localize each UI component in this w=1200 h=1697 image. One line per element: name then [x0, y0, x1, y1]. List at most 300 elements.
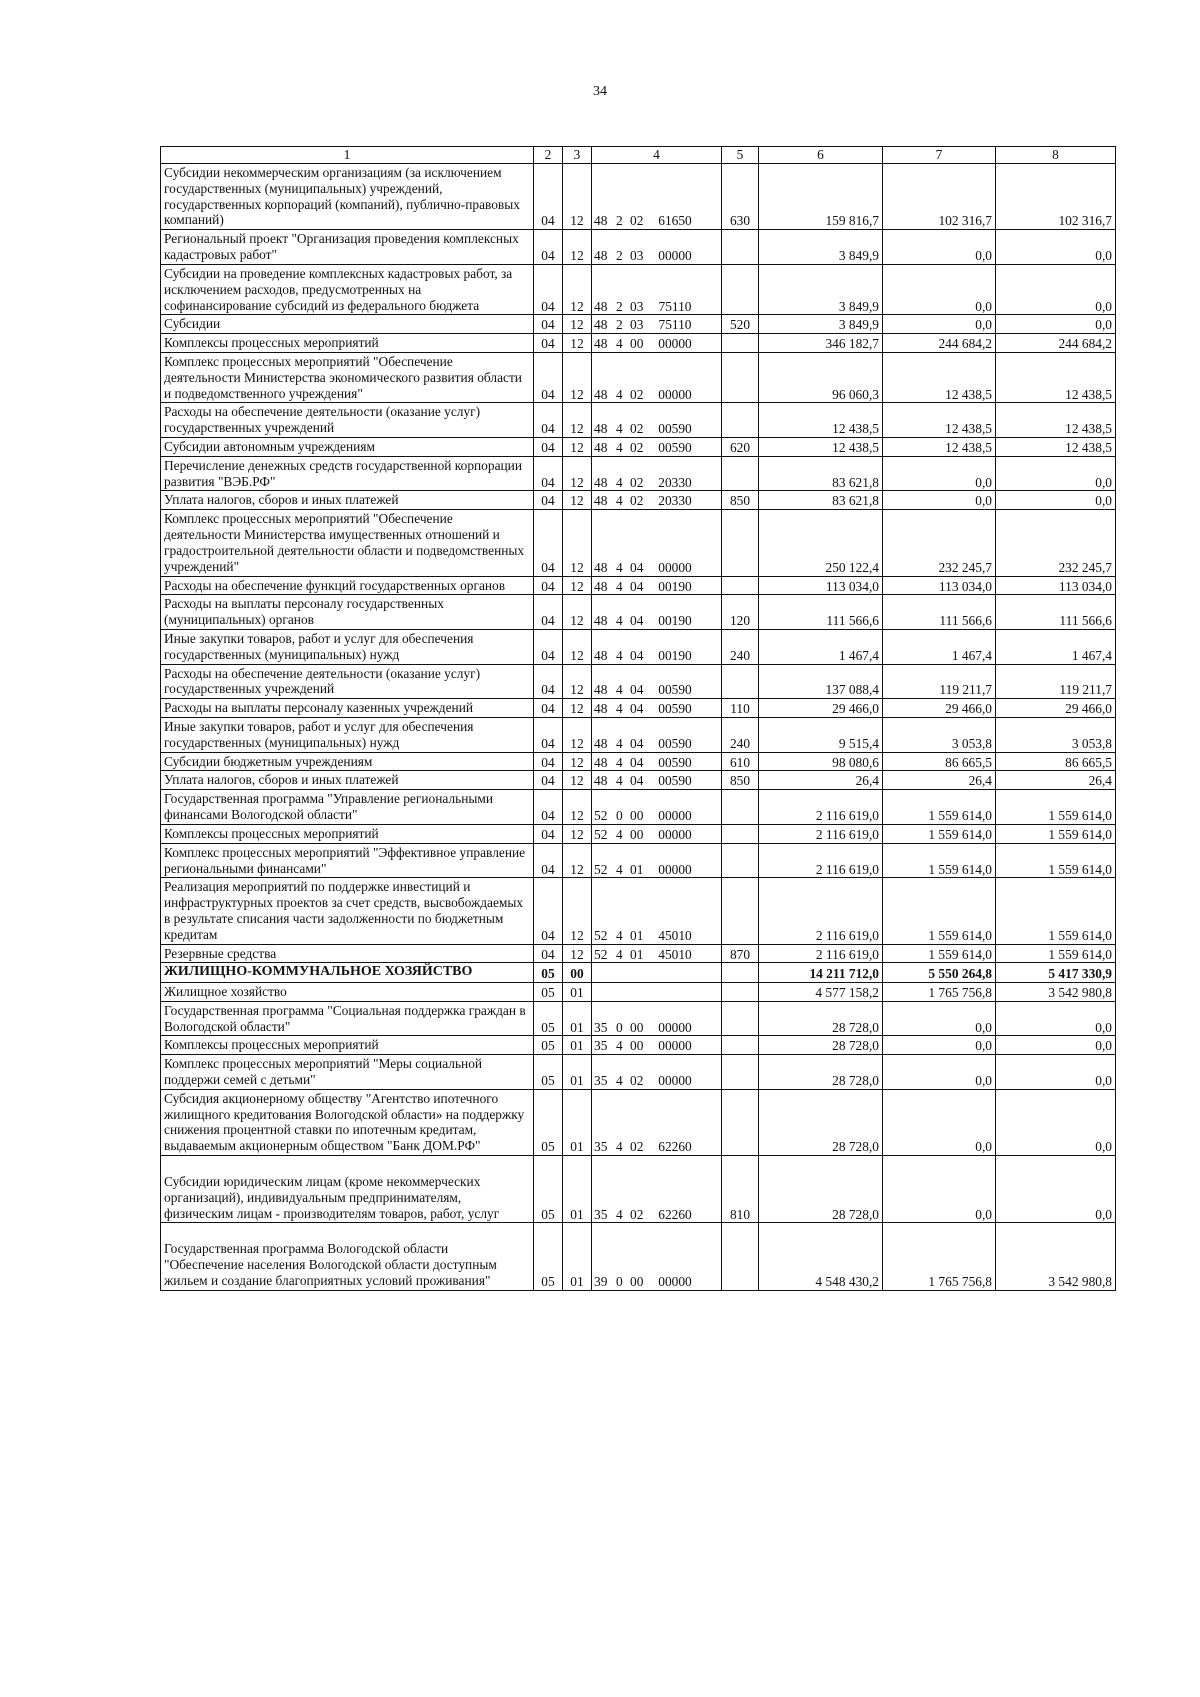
row-section: 04 — [534, 790, 563, 825]
row-section: 04 — [534, 403, 563, 438]
row-expense-type: 620 — [722, 438, 759, 457]
row-section: 04 — [534, 664, 563, 699]
row-section: 04 — [534, 878, 563, 944]
row-amount-col-7: 232 245,7 — [883, 510, 996, 576]
target-article-part-p1: 52 — [594, 861, 608, 877]
table-row — [161, 230, 1116, 265]
target-article-part-p2: 4 — [616, 861, 623, 877]
target-article-part-p3: 02 — [630, 213, 644, 229]
target-article-part-p4: 00590 — [658, 440, 692, 455]
row-amount-col-8: 0,0 — [996, 1156, 1116, 1223]
target-article-part-p4: 00190 — [658, 647, 692, 663]
target-article-part-p1: 52 — [594, 808, 608, 824]
row-amount-col-6: 28 728,0 — [759, 1001, 883, 1036]
row-amount-col-6: 2 116 619,0 — [759, 878, 883, 944]
target-article-part-p1: 48 — [594, 213, 608, 229]
row-name: Субсидии юридическим лицам (кроме некоммерческих организаций), индивидуальным предпринимателям, физическим лицам - производителям товаров, работ, услуг — [161, 1156, 534, 1223]
target-article-part-p3: 04 — [630, 613, 644, 629]
target-article-part-p3: 01 — [630, 927, 644, 943]
row-section: 04 — [534, 456, 563, 491]
table-row — [161, 664, 1116, 699]
target-article-part-p2: 4 — [616, 647, 623, 663]
row-amount-col-6: 346 182,7 — [759, 334, 883, 353]
row-expense-type: 110 — [722, 699, 759, 718]
row-section: 04 — [534, 752, 563, 771]
row-target-article — [592, 843, 722, 878]
table-row — [161, 1089, 1116, 1155]
row-expense-type — [722, 982, 759, 1001]
table-row — [161, 1055, 1116, 1090]
target-article-part-p2: 0 — [616, 808, 623, 824]
row-name: Комплекс процессных мероприятий "Эффективное управление региональными финансами" — [161, 843, 534, 878]
row-amount-col-6: 250 122,4 — [759, 510, 883, 576]
row-subsection: 12 — [563, 352, 592, 402]
row-subsection: 12 — [563, 576, 592, 595]
row-amount-col-8: 0,0 — [996, 1036, 1116, 1055]
target-article-part-p3: 04 — [630, 578, 644, 594]
target-article-part-p4: 00590 — [658, 682, 692, 698]
row-amount-col-8: 1 559 614,0 — [996, 824, 1116, 843]
row-amount-col-8: 119 211,7 — [996, 664, 1116, 699]
target-article-part-p4: 00000 — [658, 248, 692, 264]
target-article-part-p1: 48 — [594, 336, 608, 352]
row-target-article — [592, 790, 722, 825]
row-amount-col-8: 5 417 330,9 — [996, 963, 1116, 983]
budget-table — [160, 146, 1116, 1291]
target-article-part-p1: 48 — [594, 613, 608, 629]
target-article-part-p4: 62260 — [658, 1139, 692, 1155]
row-section: 04 — [534, 164, 563, 230]
row-section: 05 — [534, 1055, 563, 1090]
target-article-part-p1: 35 — [594, 1072, 608, 1088]
row-target-article — [592, 1001, 722, 1036]
header-col-8: 8 — [996, 147, 1116, 164]
row-amount-col-7: 1 765 756,8 — [883, 982, 996, 1001]
row-expense-type — [722, 352, 759, 402]
table-row — [161, 438, 1116, 457]
row-section: 04 — [534, 510, 563, 576]
target-article-part-p3: 02 — [630, 421, 644, 437]
row-expense-type: 870 — [722, 944, 759, 963]
row-amount-col-7: 29 466,0 — [883, 699, 996, 718]
row-expense-type — [722, 790, 759, 825]
row-expense-type — [722, 1001, 759, 1036]
target-article-part-p4: 75110 — [658, 298, 692, 314]
target-article-part-p1: 39 — [594, 1274, 608, 1290]
row-section: 04 — [534, 718, 563, 753]
row-target-article — [592, 510, 722, 576]
row-amount-col-8: 0,0 — [996, 315, 1116, 334]
row-section: 04 — [534, 315, 563, 334]
row-amount-col-6: 83 621,8 — [759, 491, 883, 510]
target-article-part-p4: 61650 — [658, 213, 692, 229]
row-amount-col-8: 0,0 — [996, 456, 1116, 491]
row-amount-col-8: 0,0 — [996, 491, 1116, 510]
row-name: Расходы на обеспечение деятельности (оказание услуг) государственных учреждений — [161, 664, 534, 699]
table-row — [161, 595, 1116, 630]
row-amount-col-6: 2 116 619,0 — [759, 824, 883, 843]
row-name: Комплексы процессных мероприятий — [161, 1036, 534, 1055]
row-name: Субсидия акционерному обществу "Агентство ипотечного жилищного кредитования Вологодской области» на поддержку снижения процентной ставки по ипотечным кредитам, выдаваемым акционерным обществом "Банк ДОМ.РФ" — [161, 1089, 534, 1155]
row-amount-col-8: 3 542 980,8 — [996, 1223, 1116, 1290]
row-amount-col-6: 3 849,9 — [759, 315, 883, 334]
row-amount-col-7: 1 467,4 — [883, 629, 996, 664]
target-article-part-p2: 4 — [616, 927, 623, 943]
target-article-part-p4: 00590 — [658, 735, 692, 751]
target-article-part-p3: 01 — [630, 861, 644, 877]
row-amount-col-7: 86 665,5 — [883, 752, 996, 771]
row-expense-type — [722, 403, 759, 438]
row-amount-col-8: 1 467,4 — [996, 629, 1116, 664]
row-amount-col-6: 3 849,9 — [759, 264, 883, 314]
target-article-part-p2: 4 — [616, 386, 623, 402]
row-amount-col-7: 1 559 614,0 — [883, 843, 996, 878]
target-article-part-p4: 00590 — [658, 701, 692, 717]
row-amount-col-7: 5 550 264,8 — [883, 963, 996, 983]
target-article-part-p4: 00590 — [658, 754, 692, 770]
row-amount-col-7: 0,0 — [883, 230, 996, 265]
row-amount-col-8: 0,0 — [996, 264, 1116, 314]
target-article-part-p2: 2 — [616, 317, 623, 333]
row-subsection: 01 — [563, 1156, 592, 1223]
row-name: Перечисление денежных средств государственной корпорации развития "ВЭБ.РФ" — [161, 456, 534, 491]
target-article-part-p3: 03 — [630, 248, 644, 264]
row-name: Комплексы процессных мероприятий — [161, 824, 534, 843]
row-name: Расходы на обеспечение деятельности (оказание услуг) государственных учреждений — [161, 403, 534, 438]
row-target-article — [592, 1223, 722, 1290]
row-name: Уплата налогов, сборов и иных платежей — [161, 771, 534, 790]
target-article-part-p1: 48 — [594, 298, 608, 314]
target-article-part-p2: 4 — [616, 421, 623, 437]
target-article-part-p2: 4 — [616, 559, 623, 575]
row-subsection: 12 — [563, 843, 592, 878]
row-amount-col-6: 2 116 619,0 — [759, 790, 883, 825]
target-article-part-p3: 00 — [630, 826, 644, 842]
row-target-article — [592, 456, 722, 491]
target-article-part-p2: 4 — [616, 578, 623, 594]
row-expense-type — [722, 963, 759, 983]
target-article-part-p4: 00000 — [658, 1038, 692, 1054]
target-article-part-p3: 04 — [630, 701, 644, 717]
row-name: Расходы на выплаты персоналу казенных учреждений — [161, 699, 534, 718]
row-subsection: 00 — [563, 963, 592, 983]
target-article-part-p4: 00000 — [658, 559, 692, 575]
target-article-part-p4: 00000 — [658, 1019, 692, 1035]
row-expense-type: 850 — [722, 491, 759, 510]
row-expense-type — [722, 878, 759, 944]
header-col-4: 4 — [592, 147, 722, 164]
target-article-part-p2: 4 — [616, 1206, 623, 1222]
row-target-article — [592, 824, 722, 843]
target-article-part-p1: 48 — [594, 440, 608, 455]
target-article-part-p3: 03 — [630, 298, 644, 314]
row-amount-col-6: 28 728,0 — [759, 1036, 883, 1055]
header-col-3: 3 — [563, 147, 592, 164]
row-amount-col-8: 244 684,2 — [996, 334, 1116, 353]
target-article-part-p3: 02 — [630, 493, 644, 509]
target-article-part-p2: 4 — [616, 682, 623, 698]
row-amount-col-7: 113 034,0 — [883, 576, 996, 595]
table-body — [161, 164, 1116, 1291]
row-section: 04 — [534, 843, 563, 878]
row-target-article — [592, 438, 722, 457]
row-amount-col-7: 111 566,6 — [883, 595, 996, 630]
table-row — [161, 629, 1116, 664]
row-amount-col-6: 14 211 712,0 — [759, 963, 883, 983]
row-target-article — [592, 664, 722, 699]
row-target-article — [592, 718, 722, 753]
row-amount-col-8: 12 438,5 — [996, 403, 1116, 438]
row-expense-type: 520 — [722, 315, 759, 334]
row-target-article — [592, 699, 722, 718]
target-article-part-p4: 00590 — [658, 773, 692, 789]
row-amount-col-8: 1 559 614,0 — [996, 878, 1116, 944]
row-expense-type — [722, 843, 759, 878]
target-article-part-p1: 48 — [594, 754, 608, 770]
table-row — [161, 164, 1116, 230]
header-col-6: 6 — [759, 147, 883, 164]
row-target-article — [592, 752, 722, 771]
row-amount-col-6: 96 060,3 — [759, 352, 883, 402]
row-section: 04 — [534, 944, 563, 963]
row-subsection: 12 — [563, 403, 592, 438]
row-name: Субсидии на проведение комплексных кадастровых работ, за исключением расходов, предусмотренных на софинансирование субсидий из федерального бюджета — [161, 264, 534, 314]
header-col-1: 1 — [161, 147, 534, 164]
target-article-part-p2: 0 — [616, 1274, 623, 1290]
row-expense-type — [722, 1223, 759, 1290]
target-article-part-p2: 4 — [616, 826, 623, 842]
target-article-part-p2: 4 — [616, 613, 623, 629]
row-amount-col-7: 0,0 — [883, 264, 996, 314]
target-article-part-p1: 48 — [594, 578, 608, 594]
row-amount-col-7: 12 438,5 — [883, 438, 996, 457]
target-article-part-p4: 00000 — [658, 861, 692, 877]
row-section: 04 — [534, 576, 563, 595]
row-amount-col-6: 1 467,4 — [759, 629, 883, 664]
target-article-part-p2: 4 — [616, 493, 623, 509]
row-name: Уплата налогов, сборов и иных платежей — [161, 491, 534, 510]
row-target-article — [592, 334, 722, 353]
row-amount-col-8: 0,0 — [996, 1089, 1116, 1155]
row-amount-col-7: 0,0 — [883, 491, 996, 510]
row-target-article — [592, 878, 722, 944]
row-name: Расходы на обеспечение функций государственных органов — [161, 576, 534, 595]
table-row — [161, 963, 1116, 983]
table-row — [161, 456, 1116, 491]
row-section: 04 — [534, 438, 563, 457]
row-amount-col-7: 0,0 — [883, 1001, 996, 1036]
row-amount-col-7: 0,0 — [883, 315, 996, 334]
row-amount-col-8: 0,0 — [996, 230, 1116, 265]
row-expense-type: 630 — [722, 164, 759, 230]
table-row — [161, 491, 1116, 510]
row-subsection: 01 — [563, 1036, 592, 1055]
table-row — [161, 1156, 1116, 1223]
table-row — [161, 510, 1116, 576]
table-row — [161, 843, 1116, 878]
target-article-part-p2: 2 — [616, 248, 623, 264]
row-target-article — [592, 164, 722, 230]
row-target-article — [592, 576, 722, 595]
row-subsection: 12 — [563, 264, 592, 314]
row-expense-type: 120 — [722, 595, 759, 630]
target-article-part-p4: 00000 — [658, 808, 692, 824]
row-amount-col-7: 1 559 614,0 — [883, 790, 996, 825]
target-article-part-p3: 00 — [630, 808, 644, 824]
row-expense-type — [722, 576, 759, 595]
row-amount-col-6: 28 728,0 — [759, 1055, 883, 1090]
target-article-part-p4: 00000 — [658, 1072, 692, 1088]
row-amount-col-8: 1 559 614,0 — [996, 790, 1116, 825]
row-expense-type — [722, 664, 759, 699]
target-article-part-p4: 00590 — [658, 421, 692, 437]
target-article-part-p4: 45010 — [658, 927, 692, 943]
row-amount-col-6: 159 816,7 — [759, 164, 883, 230]
row-subsection: 12 — [563, 944, 592, 963]
row-amount-col-6: 2 116 619,0 — [759, 944, 883, 963]
row-name: Комплекс процессных мероприятий "Меры социальной поддержи семей с детьми" — [161, 1055, 534, 1090]
target-article-part-p2: 4 — [616, 474, 623, 490]
target-article-part-p3: 03 — [630, 317, 644, 333]
row-amount-col-8: 3 053,8 — [996, 718, 1116, 753]
row-target-article — [592, 1156, 722, 1223]
table-row — [161, 752, 1116, 771]
row-target-article — [592, 1055, 722, 1090]
row-amount-col-6: 137 088,4 — [759, 664, 883, 699]
row-amount-col-6: 28 728,0 — [759, 1089, 883, 1155]
row-name: Комплекс процессных мероприятий "Обеспечение деятельности Министерства имущественных отношений и градостроительной деятельности области и подведомственных учреждений" — [161, 510, 534, 576]
row-expense-type: 810 — [722, 1156, 759, 1223]
row-amount-col-7: 1 559 614,0 — [883, 878, 996, 944]
row-section: 04 — [534, 595, 563, 630]
target-article-part-p3: 00 — [630, 1274, 644, 1290]
row-amount-col-6: 29 466,0 — [759, 699, 883, 718]
row-subsection: 12 — [563, 164, 592, 230]
row-amount-col-8: 12 438,5 — [996, 438, 1116, 457]
target-article-part-p4: 75110 — [658, 317, 692, 333]
row-amount-col-8: 102 316,7 — [996, 164, 1116, 230]
table-row — [161, 944, 1116, 963]
row-target-article — [592, 1036, 722, 1055]
target-article-part-p1: 35 — [594, 1019, 608, 1035]
row-amount-col-7: 0,0 — [883, 1156, 996, 1223]
header-col-2: 2 — [534, 147, 563, 164]
row-subsection: 12 — [563, 664, 592, 699]
row-amount-col-8: 1 559 614,0 — [996, 843, 1116, 878]
row-section: 04 — [534, 230, 563, 265]
target-article-part-p1: 48 — [594, 735, 608, 751]
target-article-part-p2: 4 — [616, 701, 623, 717]
row-target-article — [592, 315, 722, 334]
row-name: Государственная программа Вологодской области "Обеспечение населения Вологодской области доступным жильем и создание благоприятных условий проживания" — [161, 1223, 534, 1290]
page-number: 34 — [593, 84, 607, 99]
row-amount-col-7: 1 559 614,0 — [883, 824, 996, 843]
table-row — [161, 576, 1116, 595]
table-row — [161, 718, 1116, 753]
row-name: Реализация мероприятий по поддержке инвестиций и инфраструктурных проектов за счет средств, высвобождаемых в результате списания части задолженности по бюджетным кредитам — [161, 878, 534, 944]
row-target-article — [592, 403, 722, 438]
row-amount-col-6: 98 080,6 — [759, 752, 883, 771]
row-expense-type — [722, 456, 759, 491]
target-article-part-p2: 4 — [616, 773, 623, 789]
target-article-part-p1: 52 — [594, 927, 608, 943]
row-amount-col-8: 113 034,0 — [996, 576, 1116, 595]
target-article-part-p1: 35 — [594, 1038, 608, 1054]
target-article-part-p3: 04 — [630, 682, 644, 698]
row-name: ЖИЛИЩНО-КОММУНАЛЬНОЕ ХОЗЯЙСТВО — [161, 963, 534, 983]
table-row — [161, 264, 1116, 314]
row-amount-col-8: 86 665,5 — [996, 752, 1116, 771]
target-article-part-p3: 04 — [630, 754, 644, 770]
row-subsection: 12 — [563, 718, 592, 753]
row-amount-col-8: 12 438,5 — [996, 352, 1116, 402]
target-article-part-p2: 4 — [616, 1139, 623, 1155]
row-name: Субсидии некоммерческим организациям (за исключением государственных (муниципальных) учреждений, государственных корпораций (компаний), публично-правовых компаний) — [161, 164, 534, 230]
row-section: 05 — [534, 982, 563, 1001]
row-name: Жилищное хозяйство — [161, 982, 534, 1001]
row-amount-col-8: 111 566,6 — [996, 595, 1116, 630]
target-article-part-p4: 20330 — [658, 493, 692, 509]
target-article-part-p4: 00000 — [658, 336, 692, 352]
row-target-article — [592, 944, 722, 963]
target-article-part-p1: 35 — [594, 1206, 608, 1222]
row-subsection: 12 — [563, 629, 592, 664]
row-amount-col-6: 4 548 430,2 — [759, 1223, 883, 1290]
row-section: 04 — [534, 629, 563, 664]
header-col-7: 7 — [883, 147, 996, 164]
row-amount-col-6: 12 438,5 — [759, 403, 883, 438]
row-expense-type: 850 — [722, 771, 759, 790]
row-subsection: 12 — [563, 595, 592, 630]
target-article-part-p1: 48 — [594, 647, 608, 663]
row-section: 05 — [534, 963, 563, 983]
target-article-part-p4: 00000 — [658, 1274, 692, 1290]
row-section: 04 — [534, 352, 563, 402]
row-amount-col-7: 244 684,2 — [883, 334, 996, 353]
row-subsection: 12 — [563, 491, 592, 510]
row-expense-type — [722, 334, 759, 353]
row-amount-col-8: 26,4 — [996, 771, 1116, 790]
row-amount-col-6: 111 566,6 — [759, 595, 883, 630]
row-target-article — [592, 595, 722, 630]
row-subsection: 01 — [563, 1089, 592, 1155]
row-amount-col-6: 2 116 619,0 — [759, 843, 883, 878]
row-subsection: 01 — [563, 1001, 592, 1036]
target-article-part-p3: 02 — [630, 1072, 644, 1088]
row-amount-col-6: 12 438,5 — [759, 438, 883, 457]
row-subsection: 12 — [563, 824, 592, 843]
target-article-part-p1: 48 — [594, 386, 608, 402]
row-subsection: 01 — [563, 1223, 592, 1290]
target-article-part-p4: 62260 — [658, 1206, 692, 1222]
row-name: Субсидии — [161, 315, 534, 334]
table-row — [161, 878, 1116, 944]
target-article-part-p3: 04 — [630, 647, 644, 663]
row-subsection: 12 — [563, 456, 592, 491]
target-article-part-p4: 00000 — [658, 386, 692, 402]
target-article-part-p1: 52 — [594, 826, 608, 842]
target-article-part-p3: 00 — [630, 1038, 644, 1054]
row-name: Государственная программа "Социальная поддержка граждан в Вологодской области" — [161, 1001, 534, 1036]
row-amount-col-7: 0,0 — [883, 1055, 996, 1090]
target-article-part-p3: 02 — [630, 440, 644, 455]
row-subsection: 12 — [563, 771, 592, 790]
row-amount-col-7: 102 316,7 — [883, 164, 996, 230]
row-amount-col-8: 232 245,7 — [996, 510, 1116, 576]
row-section: 04 — [534, 491, 563, 510]
target-article-part-p2: 4 — [616, 735, 623, 751]
row-amount-col-8: 29 466,0 — [996, 699, 1116, 718]
